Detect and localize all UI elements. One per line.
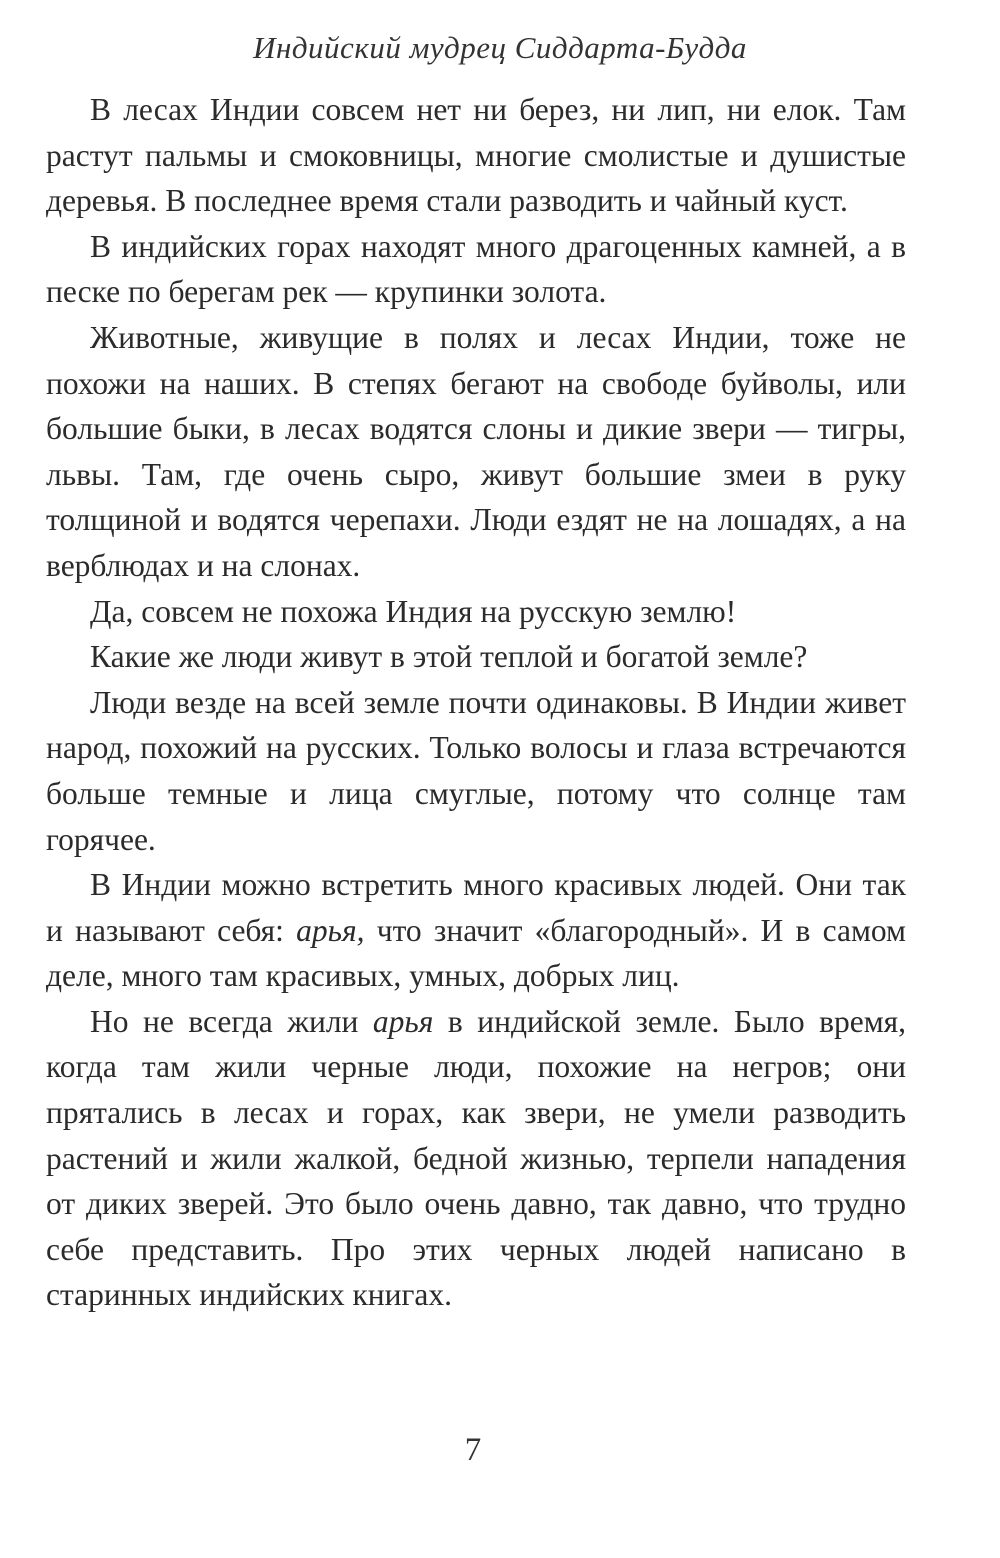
running-title: Индийский мудрец Сиддарта-Будда bbox=[253, 30, 747, 65]
paragraph-black-people bbox=[46, 999, 906, 1318]
page-number: 7 bbox=[464, 1432, 482, 1468]
paragraph-question: Какие же люди живут в этой теплой и богатой земле? bbox=[90, 639, 808, 675]
paragraph-arya-before: В Индии можно встретить много красивых людей. Они так и называют себя: bbox=[46, 867, 906, 948]
paragraph-forests: В лесах Индии совсем нет ни берез, ни лип, ни елок. Там растут пальмы и смоковницы, многие смолистые и душистые деревья. В последнее время стали разводить и чайный куст. bbox=[46, 92, 906, 219]
paragraph-people: Люди везде на всей земле почти одинаковы. В Индии живет народ, похожий на русских. Только волосы и глаза встречаются больше темные и лица смуглые, потому что солнце там горячее. bbox=[46, 684, 906, 857]
paragraph-black-people-italic: арья bbox=[372, 1003, 434, 1039]
paragraph-black-people-after: в индийской земле. Было время, когда там жили черные люди, похожие на негров; они прятались в лесах и горах, как звери, не умели разводить растений и жили жалкой, бедной жизнью, терпели нападения от диких зверей. Это было очень давно, так давно, что трудно себе представить. Про этих черных людей написано в старинных индийских книгах. bbox=[46, 1003, 906, 1313]
paragraph-arya bbox=[46, 862, 906, 999]
paragraph-arya-after: что значит «благородный». И в самом деле, много там красивых, умных, добрых лиц. bbox=[46, 912, 906, 994]
paragraph-black-people-before: Но не всегда жили bbox=[90, 1003, 373, 1039]
body-text bbox=[46, 87, 906, 1318]
paragraph-not-like-russia: Да, совсем не похожа Индия на русскую землю! bbox=[90, 593, 737, 629]
paragraph-animals: Животные, живущие в полях и лесах Индии, тоже не похожи на наших. В степях бегают на свободе буйволы, или большие быки, в лесах водятся слоны и дикие звери — тигры, львы. Там, где очень сыро, живут большие змеи в руку толщиной и водятся черепахи. Люди ездят не на лошадях, а на верблюдах и на слонах. bbox=[46, 319, 906, 583]
paragraph-mountains: В индийских горах находят много драгоценных камней, а в песке по берегам рек — крупинки золота. bbox=[46, 228, 906, 310]
paragraph-arya-italic: арья, bbox=[296, 912, 365, 948]
